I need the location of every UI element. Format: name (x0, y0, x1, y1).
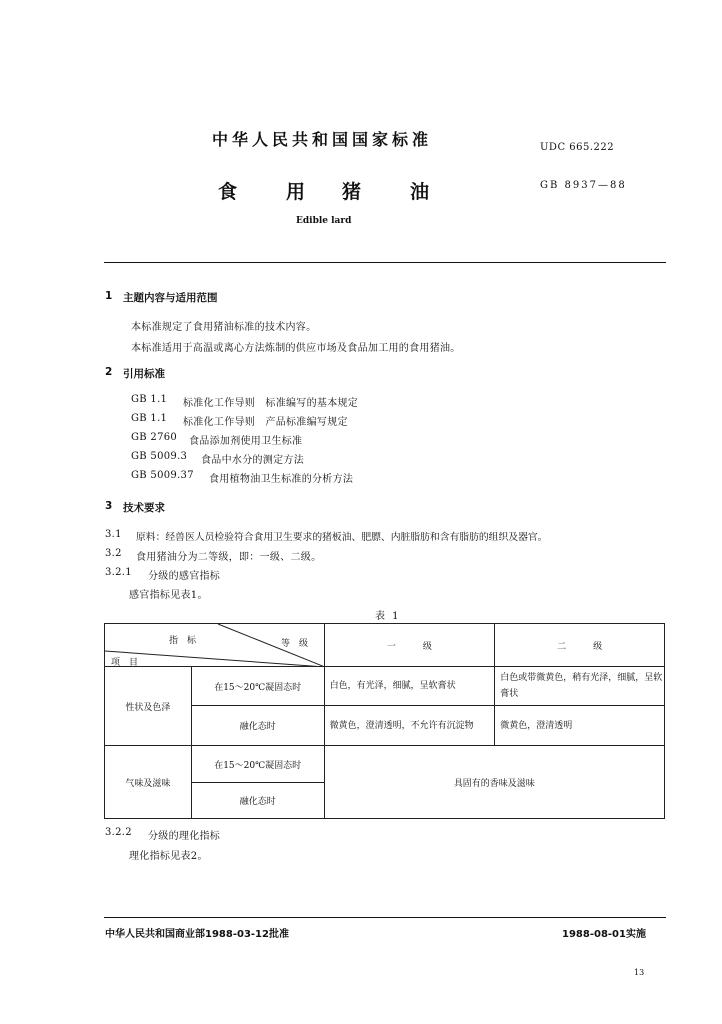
reference-name: 食品中水分的测定方法 (201, 455, 304, 466)
reference-name: 食用植物油卫生标准的分析方法 (209, 474, 354, 485)
english-title: Edible lard (296, 216, 352, 226)
clause-text: 食用猪油分为二等级，即：一级、二级。 (136, 552, 322, 563)
paragraph: 本标准适用于高温或离心方法炼制的供应市场及食品加工用的食用猪油。 (131, 343, 461, 354)
column-grade-1: 一 级 (324, 624, 495, 667)
standard-number: GB 8937—88 (540, 180, 627, 191)
reference-code: GB 2760 (131, 432, 178, 443)
clause-note: 感官指标见表1。 (129, 590, 208, 601)
clause-note: 理化指标见表2。 (129, 851, 208, 862)
udc-code: UDC 665.222 (540, 142, 615, 153)
clause-text: 分级的感官指标 (148, 571, 221, 582)
section-number: 1 (105, 290, 113, 302)
clause-number: 3.2 (105, 548, 122, 559)
grade-2-cell: 微黄色，澄清透明 (495, 706, 665, 746)
condition-cell: 融化态时 (191, 783, 324, 819)
section-title: 主题内容与适用范围 (123, 292, 218, 304)
footer-rule (104, 917, 666, 918)
table-header-corner (105, 624, 325, 667)
title-char: 猪 (342, 181, 362, 203)
table-caption: 表 1 (375, 611, 401, 622)
grade-1-cell: 白色，有光泽，细腻，呈软膏状 (324, 667, 495, 706)
clause-number: 3.1 (105, 529, 122, 540)
section-title: 技术要求 (123, 502, 165, 514)
page-number: 13 (634, 968, 645, 977)
reference-name: 标准化工作导则 标准编写的基本规定 (183, 398, 359, 409)
header-grade: 等 级 (281, 639, 309, 649)
row-label: 气味及滋味 (105, 746, 192, 819)
clause-number: 3.2.1 (105, 567, 132, 578)
paragraph: 本标准规定了食用猪油标准的技术内容。 (131, 322, 317, 333)
approval-line: 中华人民共和国商业部1988-03-12批准 (105, 929, 289, 940)
grade-1-cell: 微黄色，澄清透明，不允许有沉淀物 (324, 706, 495, 746)
reference-code: GB 1.1 (131, 394, 168, 405)
header-rule (104, 262, 666, 263)
reference-code: GB 5009.37 (131, 470, 194, 481)
document-title (218, 177, 438, 201)
title-char: 用 (286, 181, 306, 203)
section-title: 引用标准 (123, 368, 165, 380)
sensory-index-table (104, 623, 665, 819)
header-indicator: 指 标 (169, 636, 197, 646)
merged-value-cell: 具固有的香味及滋味 (324, 746, 664, 819)
header-item: 项 目 (111, 658, 139, 668)
section-number: 2 (105, 366, 113, 378)
title-char: 油 (410, 181, 430, 203)
reference-code: GB 1.1 (131, 413, 168, 424)
clause-number: 3.2.2 (105, 827, 132, 838)
clause-text: 分级的理化指标 (148, 831, 221, 842)
title-char: 食 (218, 181, 238, 203)
condition-cell: 融化态时 (191, 706, 324, 746)
implementation-date: 1988-08-01实施 (562, 929, 646, 940)
column-grade-2: 二 级 (495, 624, 665, 667)
condition-cell: 在15～20℃凝固态时 (191, 746, 324, 783)
condition-cell: 在15～20℃凝固态时 (191, 667, 324, 706)
section-number: 3 (105, 500, 113, 512)
row-label: 性状及色泽 (105, 667, 192, 746)
reference-name: 标准化工作导则 产品标准编写规定 (183, 417, 348, 428)
clause-text: 原料：经兽医人员检验符合食用卫生要求的猪板油、肥膘、内脏脂肪和含有脂肪的组织及器官。 (136, 532, 548, 543)
issuing-body: 中华人民共和国国家标准 (212, 130, 433, 149)
reference-code: GB 5009.3 (131, 451, 188, 462)
grade-2-cell: 白色或带微黄色，稍有光泽，细腻，呈软膏状 (495, 667, 665, 706)
reference-name: 食品添加剂使用卫生标准 (189, 436, 303, 447)
